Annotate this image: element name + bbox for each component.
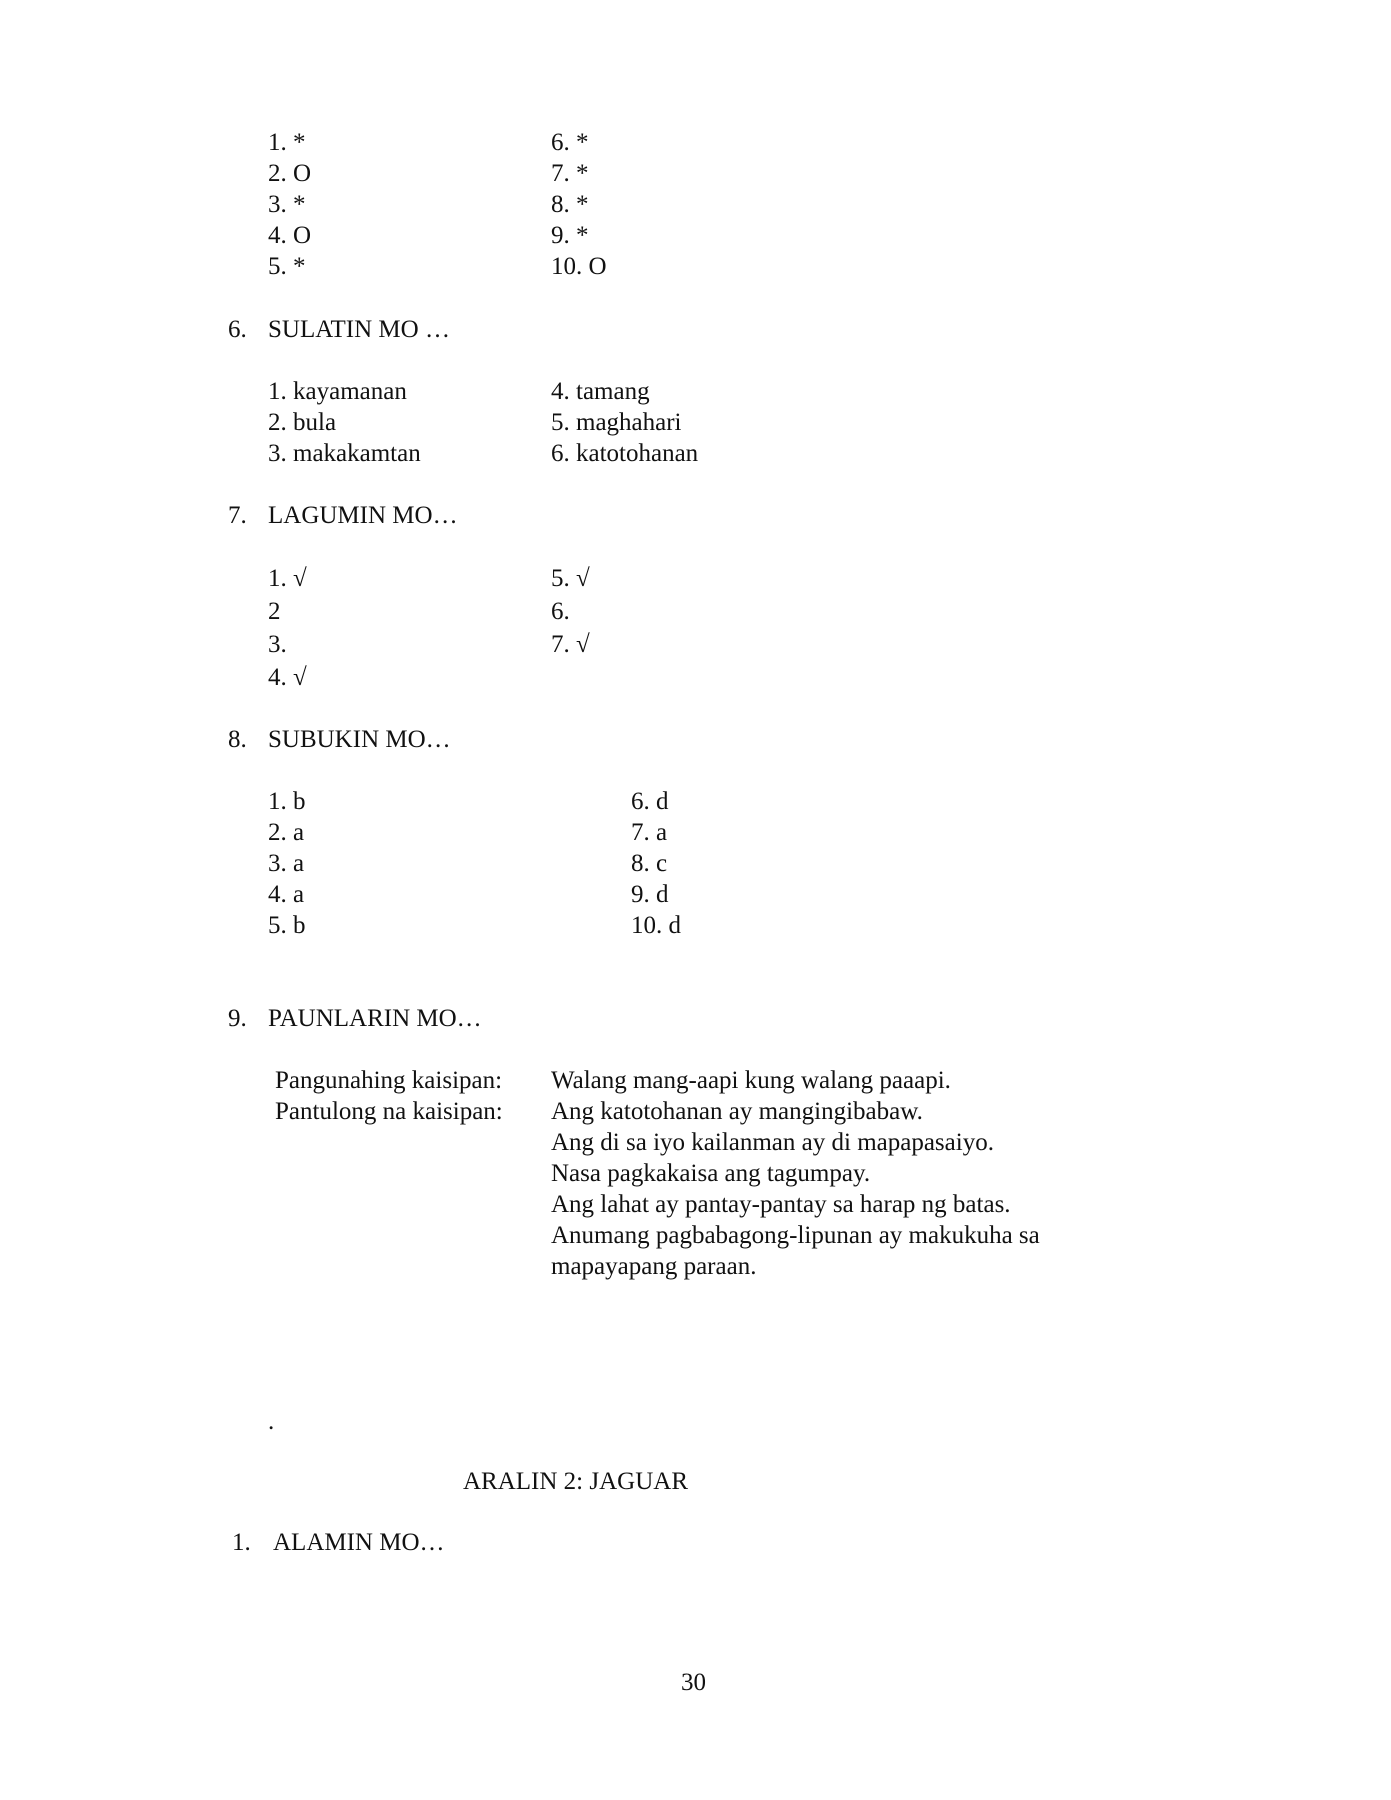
supporting-idea: Ang lahat ay pantay-pantay sa harap ng batas. <box>551 1191 1011 1218</box>
answer-item: 7. * <box>551 160 589 187</box>
section9-title: PAUNLARIN MO… <box>268 1005 482 1032</box>
section5-answers-left <box>268 127 311 282</box>
answer-item: 1. * <box>268 129 306 156</box>
section7-title: LAGUMIN MO… <box>268 502 458 529</box>
supporting-ideas-list <box>551 1096 1040 1282</box>
section8-title: SUBUKIN MO… <box>268 726 451 753</box>
answer-item: 3. * <box>268 191 306 218</box>
answer-item: 6. katotohanan <box>551 440 699 467</box>
answer-item: 6. d <box>631 788 669 815</box>
section6-number: 6. <box>228 316 247 343</box>
main-idea-text: Walang mang-aapi kung walang paaapi. <box>551 1067 951 1094</box>
supporting-idea: mapayapang paraan. <box>551 1253 757 1280</box>
section7-answers-right <box>551 563 590 662</box>
alamin-title: ALAMIN MO… <box>273 1529 445 1556</box>
section6-title: SULATIN MO … <box>268 316 450 343</box>
answer-item: 10. O <box>551 253 607 280</box>
answer-item: 1. √ <box>268 565 307 592</box>
supporting-idea: Ang katotohanan ay mangingibabaw. <box>551 1098 923 1125</box>
section7-answers-left <box>268 563 307 695</box>
answer-item: 9. * <box>551 222 589 249</box>
answer-item: 4. O <box>268 222 312 249</box>
alamin-number: 1. <box>232 1529 251 1556</box>
answer-item: 4. √ <box>268 664 307 691</box>
answer-item: 3. <box>268 631 287 658</box>
answer-item: 8. * <box>551 191 589 218</box>
answer-item: 2. O <box>268 160 312 187</box>
answer-item: 5. b <box>268 912 306 939</box>
answer-item: 2 <box>268 598 281 625</box>
lesson-heading: ARALIN 2: JAGUAR <box>463 1468 688 1495</box>
section8-answers-left <box>268 786 306 941</box>
answer-item: 7. a <box>631 819 668 846</box>
section7-number: 7. <box>228 502 247 529</box>
answer-item: 8. c <box>631 850 668 877</box>
answer-item: 5. √ <box>551 565 590 592</box>
main-idea-label: Pangunahing kaisipan: <box>275 1067 503 1094</box>
answer-item: 3. makakamtan <box>268 440 421 467</box>
answer-item: 1. b <box>268 788 306 815</box>
section9-number: 9. <box>228 1005 247 1032</box>
answer-item: 5. maghahari <box>551 409 682 436</box>
section6-answers-right <box>551 376 698 469</box>
answer-item: 3. a <box>268 850 305 877</box>
section6-answers-left <box>268 376 421 469</box>
section8-answers-right <box>631 786 681 941</box>
answer-item: 4. tamang <box>551 378 650 405</box>
supporting-idea: Ang di sa iyo kailanman ay di mapapasaiyo. <box>551 1129 994 1156</box>
section5-answers-right <box>551 127 607 282</box>
answer-item: 1. kayamanan <box>268 378 407 405</box>
answer-item: 2. bula <box>268 409 337 436</box>
answer-item: 7. √ <box>551 631 590 658</box>
supporting-ideas-label: Pantulong na kaisipan: <box>275 1098 503 1125</box>
answer-item: 6. <box>551 598 570 625</box>
answer-item: 2. a <box>268 819 305 846</box>
section8-number: 8. <box>228 726 247 753</box>
answer-item: 5. * <box>268 253 306 280</box>
answer-item: 4. a <box>268 881 305 908</box>
answer-item: 9. d <box>631 881 669 908</box>
answer-item: 6. * <box>551 129 589 156</box>
page-number: 30 <box>681 1669 706 1696</box>
supporting-idea: Anumang pagbabagong-lipunan ay makukuha sa <box>551 1222 1040 1249</box>
answer-item: 10. d <box>631 912 681 939</box>
stray-dot: . <box>268 1408 275 1435</box>
supporting-idea: Nasa pagkakaisa ang tagumpay. <box>551 1160 871 1187</box>
